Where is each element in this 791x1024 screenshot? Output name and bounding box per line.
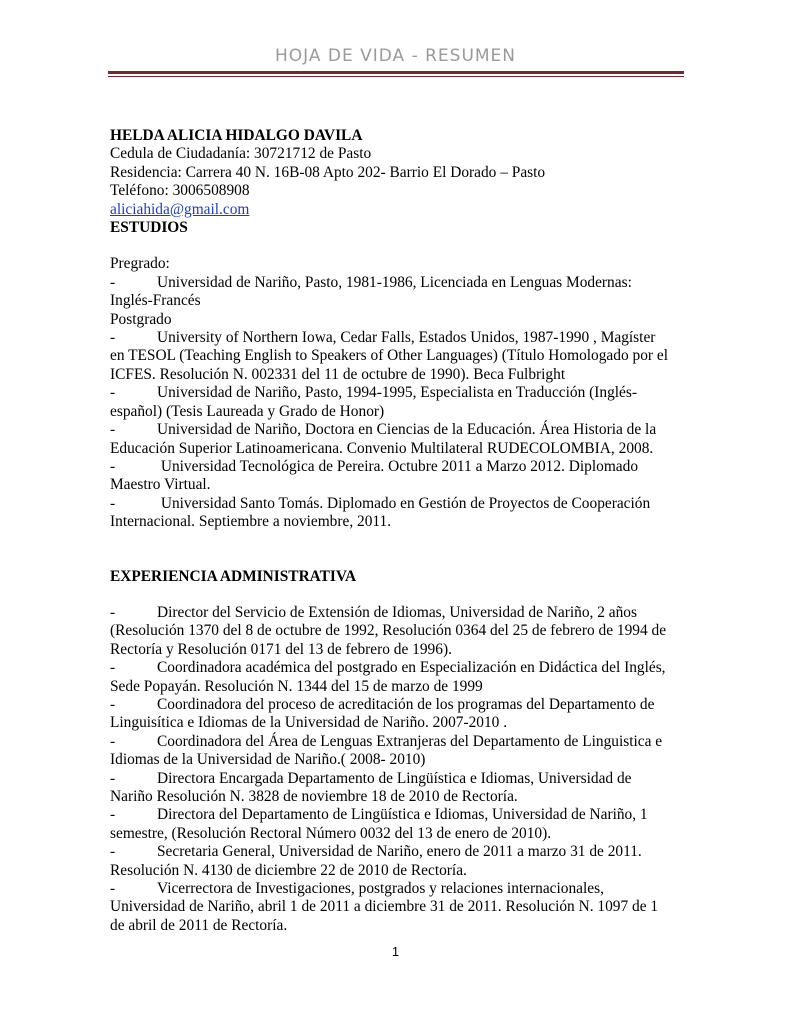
person-phone: Teléfono: 3006508908 [110,182,250,200]
list-item: - Director del Servicio de Extensión de Idiomas, Universidad de Nariño, 2 años (Resolución 1370 del 8 de octubre de 1992, Resolución 0364 del 25 de febrero de 1994 de Rectoría y Resolución 0171 del 13 de febrero de 1996). [110,603,667,658]
page-header-title: HOJA DE VIDA - RESUMEN [274,46,517,66]
postgrad-label: Postgrado [110,310,172,328]
email-link[interactable]: aliciahida@gmail.com [110,200,250,218]
experience-heading: EXPERIENCIA ADMINISTRATIVA [110,567,357,585]
header-rule [108,71,684,74]
list-item: - Universidad Santo Tomás. Diplomado en Gestión de Proyectos de Cooperación Internacional. Septiembre a noviembre, 2011. [110,494,651,531]
list-item: - Universidad de Nariño, Pasto, 1994-1995, Especialista en Traducción (Inglés-español) (Tesis Laureada y Grado de Honor) [110,384,638,420]
person-id: Cedula de Ciudadanía: 30721712 de Pasto [110,145,372,163]
person-residence: Residencia: Carrera 40 N. 16B-08 Apto 202- Barrio El Dorado – Pasto [110,163,546,181]
list-item: - Universidad Tecnológica de Pereira. Octubre 2011 a Marzo 2012. Diplomado Maestro Virtual. [110,457,639,494]
header-rule-thin [108,76,684,77]
list-item: - University of Northern Iowa, Cedar Falls, Estados Unidos, 1987-1990 , Magíster en TESOL (Teaching English to Speakers of Other Languages) (Título Homologado por el ICFES. Resolución N. 002331 del 11 de octubre de 1990). Beca Fulbright [110,329,668,383]
undergrad-label: Pregrado: [110,255,170,273]
list-item: - Secretaria General, Universidad de Nariño, enero de 2011 a marzo 31 de 2011. Resolución N. 4130 de diciembre 22 de 2010 de Rectoría. [110,843,642,879]
list-item: - Universidad de Nariño, Pasto, 1981-1986, Licenciada en Lenguas Modernas: Inglés-Francés [110,273,632,310]
list-item: - Directora Encargada Departamento de Lingüística e Idiomas, Universidad de Nariño Resolución N. 3828 de noviembre 18 de 2010 de Rectoría. [110,769,632,805]
page-number: 1 [391,944,400,959]
resume-body [110,127,670,935]
list-item: - Coordinadora del Área de Lenguas Extranjeras del Departamento de Linguistica e Idiomas de la Universidad de Nariño.( 2008- 2010) [110,732,663,769]
list-item: - Directora del Departamento de Lingüística e Idiomas, Universidad de Nariño, 1 semestre, (Resolución Rectoral Número 0032 del 13 de enero de 2010). [110,806,648,842]
person-name: HELDA ALICIA HIDALGO DAVILA [110,127,363,144]
list-item: - Universidad de Nariño, Doctora en Ciencias de la Educación. Área Historia de la Educación Superior Latinoamericana. Convenio Multilateral RUDECOLOMBIA, 2008. [110,421,657,457]
studies-heading: ESTUDIOS [110,219,188,237]
list-item: - Vicerrectora de Investigaciones, postgrados y relaciones internacionales, Universidad de Nariño, abril 1 de 2011 a diciembre 31 de 2011. Resolución N. 1097 de 1 de abril de 2011 de Rectoría. [110,880,659,934]
list-item: - Coordinadora del proceso de acreditación de los programas del Departamento de Linguisítica e Idiomas de la Universidad de Nariño. 2007-2010 . [110,695,655,732]
list-item: - Coordinadora académica del postgrado en Especialización en Didáctica del Inglés, Sede Popayán. Resolución N. 1344 del 15 de marzo de 1999 [110,659,666,695]
